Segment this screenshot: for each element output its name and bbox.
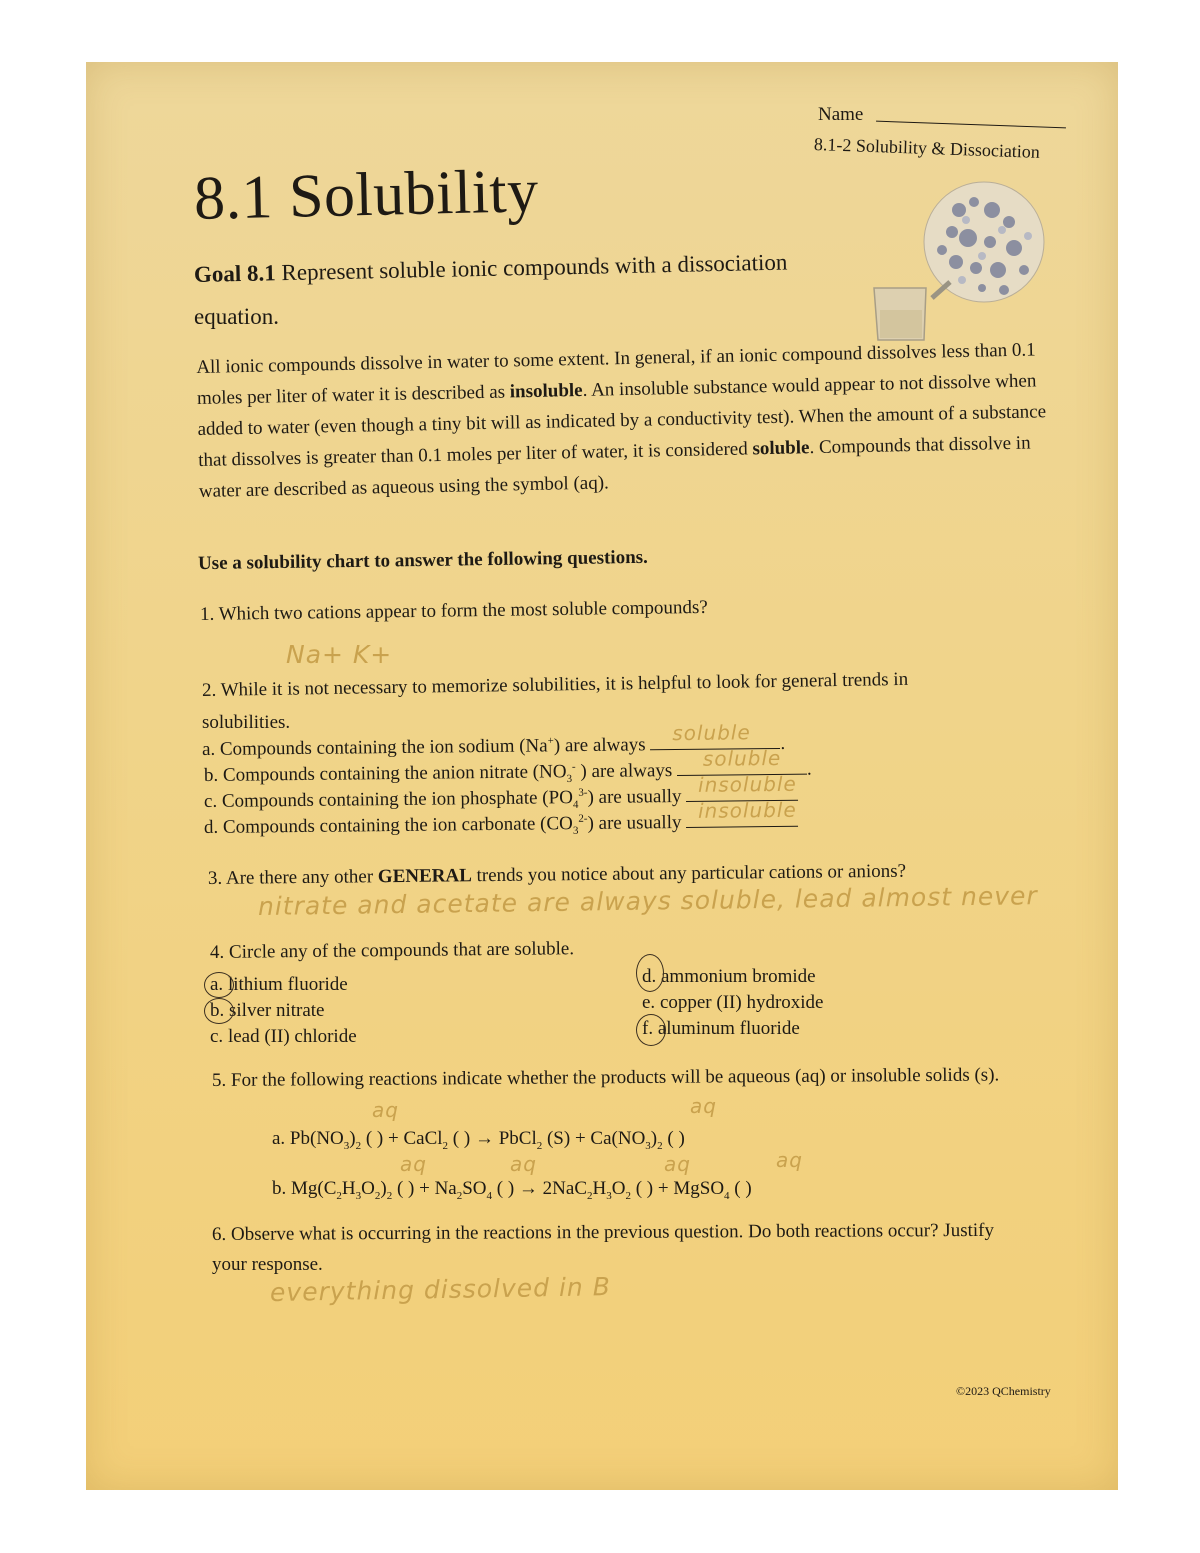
circle-mark-4f [636,1014,666,1046]
answer-3: nitrate and acetate are always soluble, lead almost never [257,881,1038,921]
answer-6: everything dissolved in B [269,1272,612,1307]
intro-paragraph [196,334,1069,507]
question-6: 6. Observe what is occurring in the reactions in the previous question. Do both reactions occur? Justify [211,1219,995,1245]
option-4a: a. lithium fluoride [210,974,348,995]
goal-text: Represent soluble ionic compounds with a dissociation [281,249,788,286]
question-2b: b. Compounds containing the anion nitrate ($NO_3^-$ ) are always soluble . [203,745,812,786]
answer-2d: insoluble [697,797,797,823]
intro-part3: . Compounds that dissolve in water are described as aqueous using the symbol (aq). [198,432,1031,502]
answer-2b: soluble [702,745,782,771]
annotation-5a-reactant: aq [372,1098,399,1122]
question-2-continued: solubilities. [202,712,291,733]
beaker-molecules-illustration [864,170,1054,350]
question-3: 3. Are there any other GENERAL trends you notice about any particular cations or anions? [207,860,907,889]
question-4: 4. Circle any of the compounds that are soluble. [209,938,575,963]
question-2a: a. Compounds containing the ion sodium (Na+) are always soluble . [201,720,786,760]
intro-part2: . An insoluble substance would appear to not dissolve when added to water (even though a tiny bit will as indicated by a conductivity test). When the amount of a substance that dissolves is greater than 0.1 moles per liter of water, it is considered [197,370,1047,471]
instruction-heading: Use a solubility chart to answer the following questions. [197,546,648,575]
question-1: 1. Which two cations appear to form the most soluble compounds? [199,596,708,625]
option-4b: b. silver nitrate [210,1000,325,1021]
reaction-5b: b. $Mg(C_2H_3O_2)_2$ ( ) + $Na_2SO_4$ ( ) → $2NaC_2H_3O_2$ ( ) + MgSO$_4$ ( ) [272,1178,752,1202]
question-2d: d. Compounds containing the ion carbonate $(CO_3^{2-})$ are usually insoluble [203,797,797,838]
annotation-5a-product: aq [690,1094,717,1118]
answer-1: Na+ K+ [286,640,393,669]
goal-text-continued: equation. [194,304,279,329]
worksheet-page [86,62,1118,1490]
answer-2c: insoluble [697,771,797,797]
option-4e: e. copper (II) hydroxide [642,992,824,1013]
circle-mark-4a [204,972,234,998]
page-title: 8.1 Solubility [193,157,540,233]
question-6-continued: your response. [212,1254,323,1275]
goal-line [194,250,788,288]
name-label: Name [818,104,864,125]
circle-mark-4d [636,954,664,992]
annotation-5b-2: aq [510,1152,537,1176]
question-2: 2. While it is not necessary to memorize solubilities, it is helpful to look for general trends in [201,668,909,701]
question-2c: c. Compounds containing the ion phosphate $(PO_4^{3-})$ are usually insoluble [203,771,797,812]
annotation-5b-1: aq [400,1152,427,1176]
reaction-5a: a. $Pb(NO_3)_2$ ( ) + CaCl$_2$ ( ) → PbCl$_2$ $(S) + Ca(NO_3)_2$ ( ) [272,1128,685,1152]
annotation-5b-4: aq [776,1148,803,1172]
goal-label: Goal 8.1 [193,260,277,287]
copyright: ©2023 QChemistry [956,1384,1051,1398]
circle-mark-4b [204,998,234,1024]
intro-part1: All ionic compounds dissolve in water to some extent. In general, if an ionic compound dissolves less than 0.1 moles per liter of water it is described as [196,339,1036,409]
term-insoluble: insoluble [509,379,583,403]
name-line [876,121,1066,129]
annotation-5b-3: aq [664,1152,691,1176]
option-4f: f. aluminum fluoride [642,1018,800,1039]
worksheet-subtitle: 8.1-2 Solubility & Dissociation [813,134,1041,162]
answer-2a: soluble [672,720,751,746]
option-4d: d. ammonium bromide [642,966,816,987]
question-5: 5. For the following reactions indicate whether the products will be aqueous (aq) or insoluble solids (s). [211,1064,1000,1091]
term-soluble: soluble [752,437,810,460]
option-4c: c. lead (II) chloride [210,1026,357,1047]
